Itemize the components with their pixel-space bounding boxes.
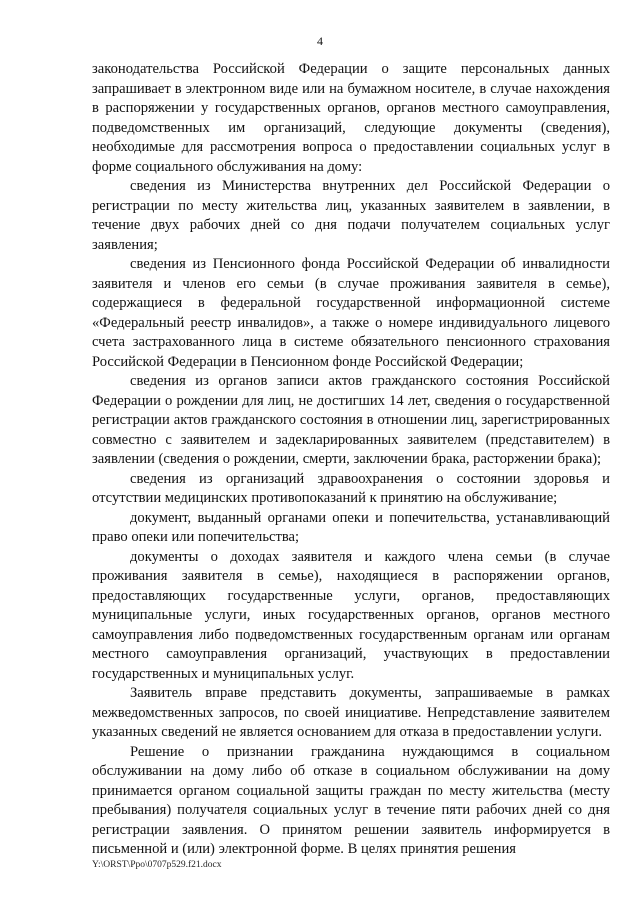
- paragraph-guardianship: документ, выданный органами опеки и попечительства, устанавливающий право опеки или попечительства;: [92, 509, 610, 545]
- paragraph-income: документы о доходах заявителя и каждого члена семьи (в случае проживания заявителя в семье), находящиеся в распоряжении органов, предоставляющих государственные услуги, органов, предоставляющих муниципальные услуги, иных государственных органов, органов местного самоуправления либо подведомственных государственным органам или органам местного самоуправления организаций, участвующих в предоставлении государственных и муниципальных услуг.: [92, 548, 610, 682]
- paragraph-health: сведения из организаций здравоохранения о состоянии здоровья и отсутствии медицинских противопоказаний к принятию на обслуживание;: [92, 470, 610, 506]
- document-body: [92, 60, 610, 860]
- paragraph-pension-fund: сведения из Пенсионного фонда Российской Федерации об инвалидности заявителя и членов его семьи (в случае проживания заявителя в семье), содержащиеся в федеральной государственной информационной системе «Федеральный реестр инвалидов», а также о номере индивидуального лицевого счета застрахованного лица в системе обязательного пенсионного страхования Российской Федерации в Пенсионном фонде Российской Федерации;: [92, 256, 610, 370]
- paragraph-decision: Решение о признании гражданина нуждающимся в социальном обслуживании на дому либо об отказе в социальном обслуживании на дому принимается органом социальной защиты граждан по месту жительства (месту пребывания) получателя социальных услуг в течение пяти рабочих дней со дня регистрации заявления. О принятом решении заявитель информируется в письменной и (или) электронной форме. В целях принятия решения: [92, 743, 610, 857]
- paragraph-zags: сведения из органов записи актов гражданского состояния Российской Федерации о рождении для лиц, не достигших 14 лет, сведения о государственной регистрации актов гражданского состояния в отношении лиц, зарегистрированных совместно с заявителем и задекларированных заявителем (представителем) в заявлении (сведения о рождении, смерти, заключении брака, расторжении брака);: [92, 373, 610, 467]
- page-number: 4: [317, 34, 323, 48]
- paragraph-intro: законодательства Российской Федерации о защите персональных данных запрашивает в электронном виде или на бумажном носителе, в случае нахождения в распоряжении у государственных органов, органов местного самоуправления, подведомственных им организаций, следующие документы (сведения), необходимые для рассмотрения вопроса о предоставлении социальных услуг в форме социального обслуживания на дому:: [92, 61, 610, 175]
- paragraph-applicant-right: Заявитель вправе представить документы, запрашиваемые в рамках межведомственных запросов, по своей инициативе. Непредставление заявителем указанных сведений не является основанием для отказа в предоставлении услуги.: [92, 685, 610, 740]
- document-file-path: Y:\ORST\Ppo\0707p529.f21.docx: [92, 860, 222, 870]
- paragraph-mvd: сведения из Министерства внутренних дел Российской Федерации о регистрации по месту жительства лиц, указанных заявителем в заявлении, в течение двух рабочих дней со дня подачи получателем социальных услуг заявления;: [92, 178, 610, 253]
